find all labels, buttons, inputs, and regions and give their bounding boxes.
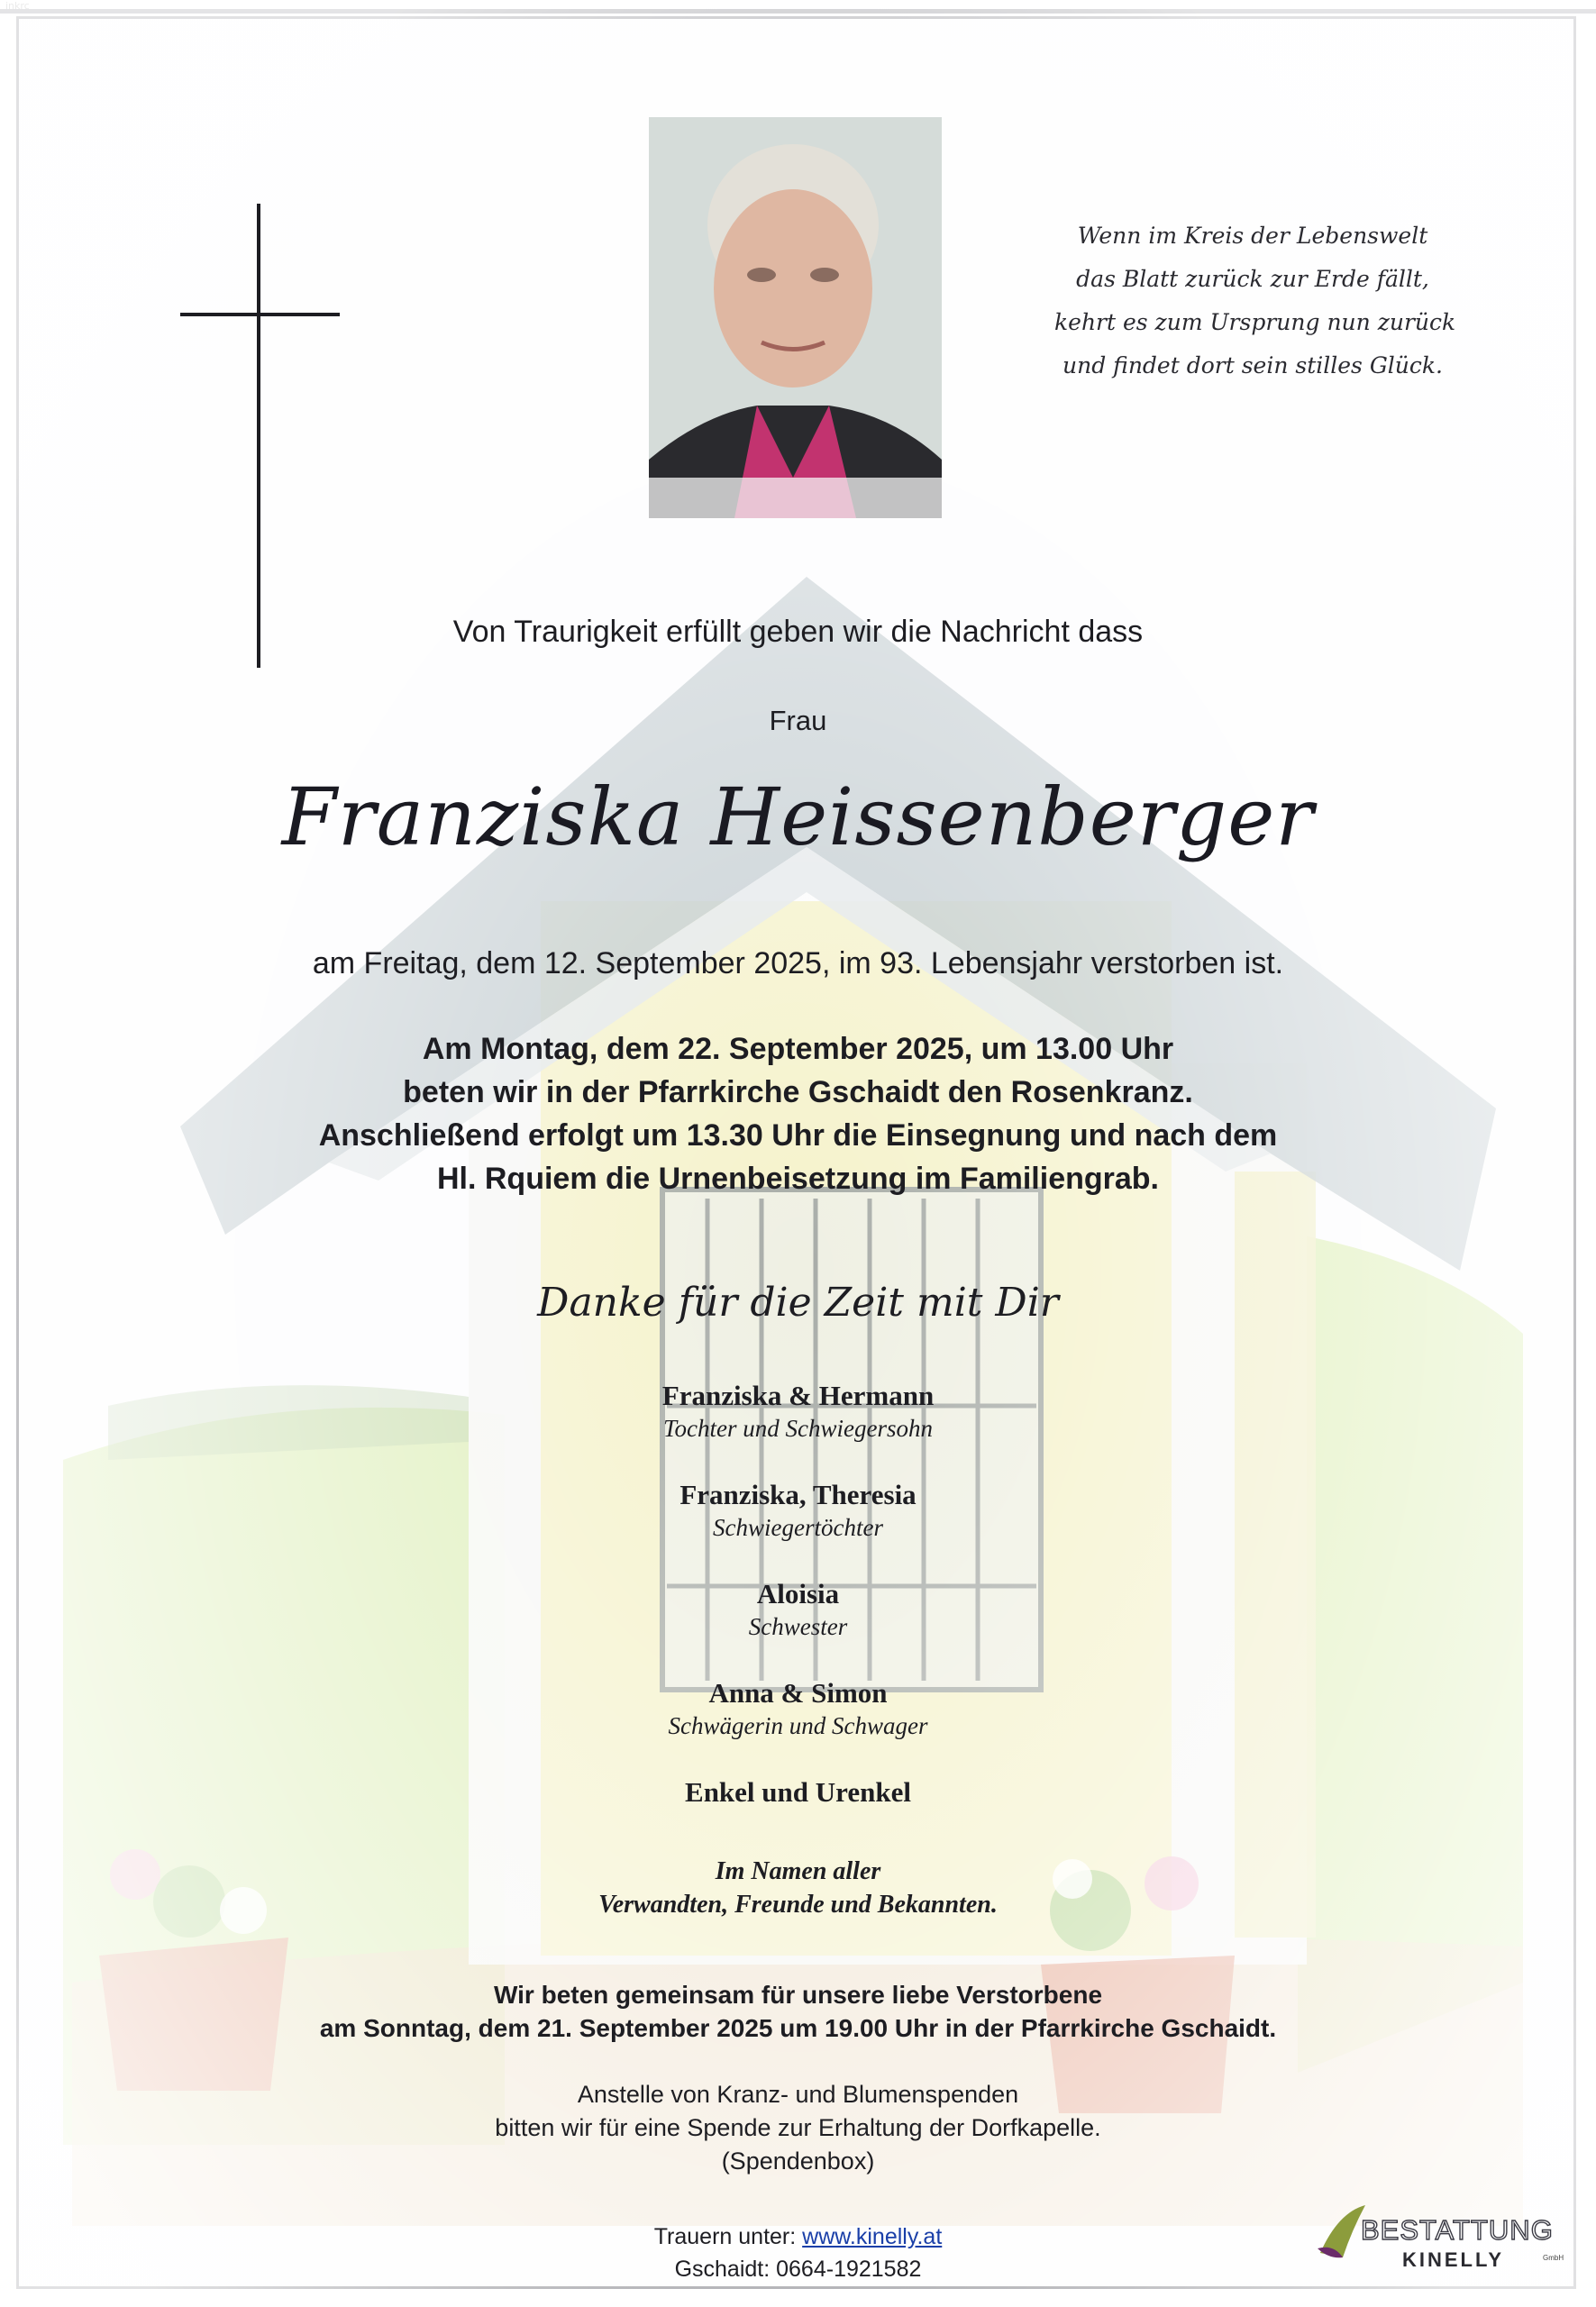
- donation-line: bitten wir für eine Spende zur Erhaltung der Dorfkapelle.: [495, 2114, 1101, 2141]
- mourner-name: Enkel und Urenkel: [685, 1776, 911, 1808]
- intro-text: Von Traurigkeit erfüllt geben wir die Nachricht dass: [452, 615, 1144, 649]
- mourner-name: Franziska & Hermann: [661, 1380, 935, 1411]
- donation-line: Anstelle von Kranz- und Blumenspenden: [577, 2081, 1019, 2108]
- logo-text-bottom: KINELLY: [1402, 2248, 1505, 2271]
- salutation: Frau: [769, 705, 827, 736]
- mourner-entry: [0, 1775, 1596, 1810]
- mourner-name: Franziska, Theresia: [679, 1479, 917, 1510]
- phone-text: Gschaidt: 0664-1921582: [674, 2257, 922, 2282]
- deceased-portrait: [649, 117, 942, 518]
- portrait-image: [649, 117, 942, 518]
- service-line: beten wir in der Pfarrkirche Gschaidt den Rosenkranz.: [403, 1075, 1193, 1109]
- prayer-text: [0, 1978, 1596, 2045]
- service-details: [0, 1027, 1596, 1200]
- mourner-entry: [0, 1379, 1596, 1444]
- service-line: Hl. Rquiem die Urnenbeisetzung im Familiengrab.: [436, 1162, 1159, 1196]
- mourner-entry: [0, 1577, 1596, 1642]
- mourners-list: [0, 1379, 1596, 1864]
- deceased-name: Franziska Heissenberger: [281, 771, 1315, 863]
- funeral-home-logo: [1316, 2194, 1564, 2275]
- donation-line: (Spendenbox): [721, 2147, 875, 2175]
- mourner-relation: Schwiegertöchter: [713, 1514, 883, 1541]
- poem-line: Wenn im Kreis der Lebenswelt: [1077, 223, 1428, 249]
- relatives-text: [0, 1855, 1596, 1921]
- logo-suffix: GmbH: [1543, 2254, 1564, 2262]
- prayer-line: Wir beten gemeinsam für unsere liebe Verstorbene: [493, 1981, 1103, 2009]
- poem-line: und findet dort sein stilles Glück.: [1062, 352, 1443, 378]
- logo-text-top: BESTATTUNG: [1361, 2214, 1554, 2246]
- donation-text: [0, 2078, 1596, 2178]
- cross-icon: [257, 204, 260, 668]
- mourner-entry: [0, 1676, 1596, 1741]
- death-date-text: am Freitag, dem 12. September 2025, im 93. Lebensjahr verstorben ist.: [312, 946, 1284, 980]
- service-line: Am Montag, dem 22. September 2025, um 13.00 Uhr: [422, 1032, 1174, 1066]
- mourner-name: Aloisia: [756, 1578, 840, 1609]
- poem-line: kehrt es zum Ursprung nun zurück: [1054, 309, 1456, 335]
- poem-line: das Blatt zurück zur Erde fällt,: [1076, 266, 1429, 292]
- condolence-label: Trauern unter:: [653, 2224, 797, 2249]
- prayer-line: am Sonntag, dem 21. September 2025 um 19.00 Uhr in der Pfarrkirche Gschaidt.: [319, 2014, 1277, 2042]
- mourner-relation: Schwägerin und Schwager: [668, 1712, 928, 1739]
- mourner-name: Anna & Simon: [708, 1677, 888, 1709]
- thanks-heading: Danke für die Zeit mit Dir: [537, 1280, 1059, 1326]
- relatives-line: Im Namen aller: [715, 1857, 881, 1885]
- cross-icon-bar: [180, 313, 340, 316]
- mourner-relation: Tochter und Schwiegersohn: [663, 1415, 933, 1442]
- mourner-entry: [0, 1478, 1596, 1543]
- service-line: Anschließend erfolgt um 13.30 Uhr die Einsegnung und nach dem: [318, 1118, 1278, 1153]
- mourner-relation: Schwester: [748, 1613, 848, 1640]
- poem: [1054, 214, 1456, 388]
- relatives-line: Verwandten, Freunde und Bekannten.: [598, 1891, 998, 1919]
- condolence-link[interactable]: www.kinelly.at: [802, 2224, 943, 2249]
